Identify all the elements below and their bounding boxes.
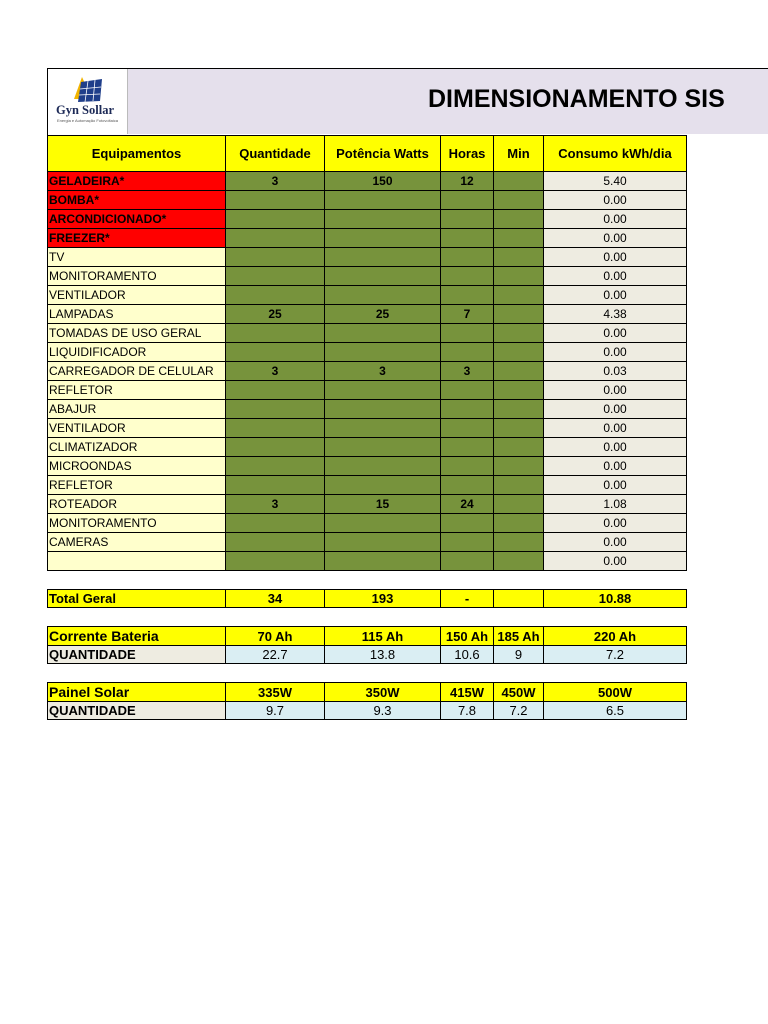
equipment-name-cell[interactable]: TV	[48, 248, 226, 267]
hours-cell[interactable]	[441, 457, 494, 476]
col-header-consumption: Consumo kWh/dia	[544, 136, 687, 172]
quantity-cell[interactable]	[226, 457, 325, 476]
solar-qty: 7.8	[441, 702, 494, 720]
table-header-row	[48, 136, 687, 172]
table-row	[48, 210, 687, 229]
total-kwh: 10.88	[544, 590, 687, 608]
solar-qty: 9.3	[325, 702, 441, 720]
hours-cell[interactable]: 7	[441, 305, 494, 324]
quantity-cell[interactable]	[226, 248, 325, 267]
equipment-name-cell[interactable]: CLIMATIZADOR	[48, 438, 226, 457]
quantity-cell[interactable]	[226, 267, 325, 286]
power-cell[interactable]: 25	[325, 305, 441, 324]
quantity-cell[interactable]	[226, 381, 325, 400]
hours-cell[interactable]	[441, 438, 494, 457]
sheet-header	[47, 68, 768, 135]
col-header-quantity: Quantidade	[226, 136, 325, 172]
table-row	[48, 495, 687, 514]
power-cell[interactable]	[325, 191, 441, 210]
solar-label: Painel Solar	[48, 683, 226, 702]
col-header-equipment: Equipamentos	[48, 136, 226, 172]
consumption-cell: 0.00	[544, 438, 687, 457]
battery-option: 185 Ah	[494, 627, 544, 646]
power-cell[interactable]	[325, 533, 441, 552]
battery-qty-label: QUANTIDADE	[48, 646, 226, 664]
min-cell[interactable]	[494, 305, 544, 324]
power-cell[interactable]	[325, 343, 441, 362]
col-header-hours: Horas	[441, 136, 494, 172]
quantity-cell[interactable]	[226, 476, 325, 495]
table-row	[48, 267, 687, 286]
power-cell[interactable]	[325, 552, 441, 571]
equipment-name-cell[interactable]: MONITORAMENTO	[48, 267, 226, 286]
equipment-table	[47, 135, 687, 571]
quantity-cell[interactable]	[226, 438, 325, 457]
equipment-name-cell[interactable]: REFLETOR	[48, 476, 226, 495]
equipment-name-cell[interactable]: ARCONDICIONADO*	[48, 210, 226, 229]
power-cell[interactable]	[325, 381, 441, 400]
min-cell[interactable]	[494, 362, 544, 381]
min-cell[interactable]	[494, 533, 544, 552]
consumption-cell: 4.38	[544, 305, 687, 324]
quantity-cell[interactable]	[226, 191, 325, 210]
table-row	[48, 324, 687, 343]
hours-cell[interactable]	[441, 343, 494, 362]
consumption-cell: 0.00	[544, 419, 687, 438]
power-cell[interactable]: 15	[325, 495, 441, 514]
min-cell[interactable]	[494, 400, 544, 419]
quantity-cell[interactable]	[226, 343, 325, 362]
consumption-cell: 0.00	[544, 457, 687, 476]
spreadsheet	[47, 68, 768, 720]
battery-qty: 22.7	[226, 646, 325, 664]
min-cell[interactable]	[494, 172, 544, 191]
company-logo	[48, 69, 128, 134]
totals-row	[48, 590, 687, 608]
solar-qty-label: QUANTIDADE	[48, 702, 226, 720]
min-cell[interactable]	[494, 438, 544, 457]
min-cell[interactable]	[494, 267, 544, 286]
power-cell[interactable]	[325, 514, 441, 533]
quantity-cell[interactable]	[226, 324, 325, 343]
equipment-name-cell[interactable]: REFLETOR	[48, 381, 226, 400]
table-row	[48, 286, 687, 305]
consumption-cell: 0.00	[544, 400, 687, 419]
min-cell[interactable]	[494, 419, 544, 438]
consumption-cell: 0.00	[544, 552, 687, 571]
consumption-cell: 0.00	[544, 324, 687, 343]
power-cell[interactable]	[325, 210, 441, 229]
consumption-cell: 5.40	[544, 172, 687, 191]
battery-option: 115 Ah	[325, 627, 441, 646]
quantity-cell[interactable]: 3	[226, 362, 325, 381]
min-cell[interactable]	[494, 343, 544, 362]
equipment-name-cell[interactable]: CARREGADOR DE CELULAR	[48, 362, 226, 381]
consumption-cell: 1.08	[544, 495, 687, 514]
equipment-name-cell[interactable]: GELADEIRA*	[48, 172, 226, 191]
battery-option: 220 Ah	[544, 627, 687, 646]
equipment-name-cell[interactable]: MICROONDAS	[48, 457, 226, 476]
consumption-cell: 0.00	[544, 514, 687, 533]
equipment-name-cell[interactable]: VENTILADOR	[48, 419, 226, 438]
consumption-cell: 0.00	[544, 267, 687, 286]
table-row	[48, 305, 687, 324]
hours-cell[interactable]: 3	[441, 362, 494, 381]
hours-cell[interactable]	[441, 267, 494, 286]
battery-qty: 7.2	[544, 646, 687, 664]
min-cell[interactable]	[494, 248, 544, 267]
battery-option: 70 Ah	[226, 627, 325, 646]
min-cell[interactable]	[494, 229, 544, 248]
quantity-cell[interactable]	[226, 514, 325, 533]
total-qty: 34	[226, 590, 325, 608]
consumption-cell: 0.00	[544, 191, 687, 210]
power-cell[interactable]: 150	[325, 172, 441, 191]
col-header-min: Min	[494, 136, 544, 172]
hours-cell[interactable]	[441, 248, 494, 267]
quantity-cell[interactable]	[226, 400, 325, 419]
min-cell[interactable]	[494, 457, 544, 476]
hours-cell[interactable]	[441, 210, 494, 229]
quantity-cell[interactable]	[226, 533, 325, 552]
min-cell[interactable]	[494, 191, 544, 210]
table-row	[48, 400, 687, 419]
battery-table	[47, 626, 687, 664]
solar-option: 500W	[544, 683, 687, 702]
min-cell[interactable]	[494, 381, 544, 400]
equipment-name-cell[interactable]: BOMBA*	[48, 191, 226, 210]
table-row	[48, 476, 687, 495]
hours-cell[interactable]	[441, 286, 494, 305]
table-row	[48, 191, 687, 210]
total-hours: -	[441, 590, 494, 608]
solar-option: 450W	[494, 683, 544, 702]
power-cell[interactable]	[325, 419, 441, 438]
battery-options-row	[48, 627, 687, 646]
battery-qty: 9	[494, 646, 544, 664]
totals-table	[47, 589, 687, 608]
table-row	[48, 533, 687, 552]
consumption-cell: 0.03	[544, 362, 687, 381]
power-cell[interactable]	[325, 457, 441, 476]
solar-panel-icon	[48, 69, 127, 105]
power-cell[interactable]	[325, 438, 441, 457]
col-header-power: Potência Watts	[325, 136, 441, 172]
solar-option: 415W	[441, 683, 494, 702]
equipment-name-cell[interactable]: ROTEADOR	[48, 495, 226, 514]
quantity-cell[interactable]	[226, 419, 325, 438]
power-cell[interactable]	[325, 400, 441, 419]
table-row	[48, 381, 687, 400]
battery-label: Corrente Bateria	[48, 627, 226, 646]
equipment-name-cell[interactable]: LAMPADAS	[48, 305, 226, 324]
quantity-cell[interactable]: 3	[226, 495, 325, 514]
quantity-cell[interactable]: 3	[226, 172, 325, 191]
battery-qty: 10.6	[441, 646, 494, 664]
battery-qty: 13.8	[325, 646, 441, 664]
power-cell[interactable]	[325, 248, 441, 267]
min-cell[interactable]	[494, 286, 544, 305]
power-cell[interactable]	[325, 324, 441, 343]
quantity-cell[interactable]: 25	[226, 305, 325, 324]
solar-qty: 6.5	[544, 702, 687, 720]
equipment-name-cell[interactable]: VENTILADOR	[48, 286, 226, 305]
power-cell[interactable]	[325, 476, 441, 495]
min-cell[interactable]	[494, 324, 544, 343]
equipment-name-cell[interactable]: MONITORAMENTO	[48, 514, 226, 533]
hours-cell[interactable]	[441, 381, 494, 400]
battery-quantity-row	[48, 646, 687, 664]
solar-qty: 9.7	[226, 702, 325, 720]
equipment-name-cell[interactable]	[48, 552, 226, 571]
consumption-cell: 0.00	[544, 533, 687, 552]
table-row	[48, 419, 687, 438]
solar-quantity-row	[48, 702, 687, 720]
table-row	[48, 343, 687, 362]
hours-cell[interactable]	[441, 419, 494, 438]
table-row	[48, 248, 687, 267]
quantity-cell[interactable]	[226, 286, 325, 305]
power-cell[interactable]	[325, 229, 441, 248]
solar-options-row	[48, 683, 687, 702]
total-watts: 193	[325, 590, 441, 608]
min-cell[interactable]	[494, 514, 544, 533]
solar-qty: 7.2	[494, 702, 544, 720]
equipment-name-cell[interactable]: FREEZER*	[48, 229, 226, 248]
consumption-cell: 0.00	[544, 210, 687, 229]
consumption-cell: 0.00	[544, 343, 687, 362]
consumption-cell: 0.00	[544, 229, 687, 248]
equipment-name-cell[interactable]: LIQUIDIFICADOR	[48, 343, 226, 362]
equipment-name-cell[interactable]: ABAJUR	[48, 400, 226, 419]
hours-cell[interactable]	[441, 533, 494, 552]
consumption-cell: 0.00	[544, 248, 687, 267]
table-row	[48, 457, 687, 476]
logo-name: Gyn Sollar	[56, 103, 114, 117]
hours-cell[interactable]	[441, 552, 494, 571]
consumption-cell: 0.00	[544, 476, 687, 495]
battery-option: 150 Ah	[441, 627, 494, 646]
hours-cell[interactable]	[441, 514, 494, 533]
solar-option: 335W	[226, 683, 325, 702]
title-band	[128, 69, 768, 134]
quantity-cell[interactable]	[226, 229, 325, 248]
page-title: DIMENSIONAMENTO SIS	[428, 85, 725, 113]
min-cell[interactable]	[494, 495, 544, 514]
table-row	[48, 172, 687, 191]
hours-cell[interactable]	[441, 191, 494, 210]
hours-cell[interactable]: 12	[441, 172, 494, 191]
table-row	[48, 229, 687, 248]
consumption-cell: 0.00	[544, 286, 687, 305]
hours-cell[interactable]	[441, 324, 494, 343]
quantity-cell[interactable]	[226, 552, 325, 571]
logo-tagline: Energia e Automação Fotovoltaica	[57, 118, 118, 123]
table-row	[48, 362, 687, 381]
hours-cell[interactable]: 24	[441, 495, 494, 514]
table-row	[48, 514, 687, 533]
total-min	[494, 590, 544, 608]
hours-cell[interactable]	[441, 476, 494, 495]
quantity-cell[interactable]	[226, 210, 325, 229]
table-row	[48, 438, 687, 457]
hours-cell[interactable]	[441, 400, 494, 419]
solar-table	[47, 682, 687, 720]
min-cell[interactable]	[494, 476, 544, 495]
table-row	[48, 552, 687, 571]
power-cell[interactable]	[325, 267, 441, 286]
power-cell[interactable]	[325, 286, 441, 305]
solar-option: 350W	[325, 683, 441, 702]
equipment-name-cell[interactable]: TOMADAS DE USO GERAL	[48, 324, 226, 343]
min-cell[interactable]	[494, 210, 544, 229]
hours-cell[interactable]	[441, 229, 494, 248]
power-cell[interactable]: 3	[325, 362, 441, 381]
min-cell[interactable]	[494, 552, 544, 571]
equipment-name-cell[interactable]: CAMERAS	[48, 533, 226, 552]
consumption-cell: 0.00	[544, 381, 687, 400]
totals-label: Total Geral	[48, 590, 226, 608]
